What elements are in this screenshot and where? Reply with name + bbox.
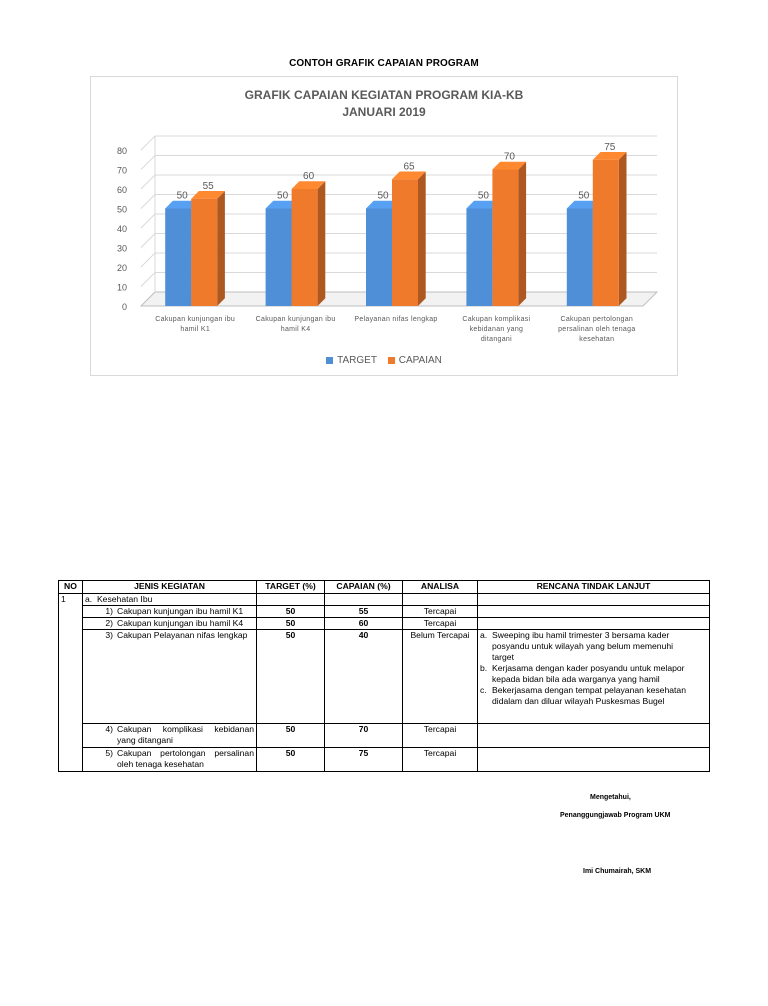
cell-analisa: Tercapai	[403, 748, 478, 772]
header-rencana: RENCANA TINDAK LANJUT	[478, 581, 710, 594]
data-label: 70	[503, 151, 515, 163]
bar-side	[217, 191, 225, 306]
data-label: 50	[277, 190, 289, 202]
y-tick-label: 40	[116, 224, 127, 234]
item-number: 2)	[105, 618, 113, 628]
bar-capaian	[191, 199, 217, 306]
header-jenis-kegiatan: JENIS KEGIATAN	[83, 581, 257, 594]
item-line: Cakupan komplikasi kebidanan	[117, 724, 254, 734]
plan-item	[480, 663, 707, 685]
cell-rencana	[478, 630, 710, 724]
bar-capaian	[392, 179, 418, 306]
cell-analisa: Tercapai	[403, 724, 478, 748]
cell-analisa: Belum Tercapai	[403, 630, 478, 724]
header-analisa: ANALISA	[403, 581, 478, 594]
gridline-side	[141, 214, 155, 228]
cell-kegiatan	[83, 606, 257, 618]
gridline-side	[141, 136, 155, 150]
section-marker: a.	[85, 594, 93, 604]
item-number: 3)	[105, 630, 113, 640]
item-number: 5)	[105, 748, 113, 758]
data-label: 55	[202, 180, 214, 192]
plan-list	[480, 630, 707, 707]
x-tick-label: Cakupan kunjungan ibu	[155, 316, 236, 323]
cell-empty	[257, 594, 325, 606]
chart-title: GRAFIK CAPAIAN KEGIATAN PROGRAM KIA-KB	[244, 88, 524, 102]
plan-line: didalam dan diluar wilayah Puskesmas Bugel	[492, 696, 665, 706]
cell-kegiatan	[83, 748, 257, 772]
plan-line: Kerjasama dengan kader posyandu untuk melapor	[492, 663, 685, 673]
legend-swatch-target	[326, 357, 333, 364]
plan-line: kepada bidan bila ada warganya yang hamil	[492, 674, 660, 684]
item-line: Cakupan pertolongan persalinan	[117, 748, 254, 758]
cell-rencana	[478, 618, 710, 630]
chart-plot	[91, 77, 677, 375]
legend-item-target	[326, 355, 377, 366]
gridline-side	[141, 175, 155, 189]
gridline-side	[141, 234, 155, 248]
legend-label-target: TARGET	[337, 355, 377, 366]
gridline-side	[141, 253, 155, 267]
cell-no: 1	[59, 594, 83, 772]
bar-side	[619, 152, 627, 306]
cell-capaian: 55	[325, 606, 403, 618]
item-line: oleh tenaga kesehatan	[117, 759, 204, 769]
bar-chart	[90, 76, 678, 376]
cell-kegiatan	[83, 618, 257, 630]
item-number: 4)	[105, 724, 113, 734]
signature-name: Imi Chumairah, SKM	[583, 868, 652, 875]
cell-target: 50	[257, 724, 325, 748]
bar-target	[466, 209, 492, 307]
cell-kegiatan	[83, 724, 257, 748]
y-tick-label: 20	[116, 263, 127, 273]
cell-target: 50	[257, 630, 325, 724]
section-label: Kesehatan Ibu	[96, 594, 153, 604]
cell-empty	[478, 594, 710, 606]
cell-rencana	[478, 606, 710, 618]
legend-item-capaian	[388, 355, 442, 366]
cell-rencana	[478, 748, 710, 772]
table-row	[59, 618, 710, 630]
legend-swatch-capaian	[388, 357, 395, 364]
chart-subtitle: JANUARI 2019	[342, 105, 426, 119]
item-text: Cakupan kunjungan ibu hamil K4	[117, 618, 244, 628]
cell-target: 50	[257, 618, 325, 630]
program-table	[58, 580, 710, 772]
gridline-side	[141, 156, 155, 170]
item-number: 1)	[105, 606, 113, 616]
cell-section	[83, 594, 257, 606]
chart-legend	[91, 355, 677, 367]
y-tick-label: 10	[116, 282, 127, 293]
data-label: 50	[176, 190, 188, 202]
x-tick-label: kesehatan	[579, 336, 615, 343]
data-label: 75	[604, 141, 616, 153]
cell-capaian: 70	[325, 724, 403, 748]
signature-acknowledged: Mengetahui,	[590, 794, 631, 801]
x-tick-label: hamil K1	[180, 326, 211, 333]
plan-item	[480, 685, 707, 707]
header-capaian: CAPAIAN (%)	[325, 581, 403, 594]
cell-capaian: 60	[325, 618, 403, 630]
plan-item	[480, 630, 707, 663]
header-target: TARGET (%)	[257, 581, 325, 594]
header-no: NO	[59, 581, 83, 594]
table-row	[59, 630, 710, 724]
bar-side	[318, 181, 326, 306]
bar-capaian	[492, 170, 518, 307]
bar-target	[266, 209, 292, 307]
item-line: yang ditangani	[117, 735, 173, 745]
x-tick-label: ditangani	[480, 336, 512, 343]
data-label: 50	[578, 190, 590, 202]
document-title: CONTOH GRAFIK CAPAIAN PROGRAM	[289, 58, 479, 69]
plan-marker: b.	[480, 663, 488, 673]
table-row	[59, 606, 710, 618]
cell-empty	[325, 594, 403, 606]
bar-capaian	[593, 160, 619, 306]
plan-line: posyandu untuk wilayah yang belum memenuhi	[492, 641, 674, 651]
y-tick-label: 0	[121, 302, 127, 312]
y-tick-label: 80	[116, 146, 127, 156]
plan-line: Sweeping ibu hamil trimester 3 bersama kader	[492, 630, 670, 640]
plan-text	[492, 630, 673, 663]
y-tick-label: 50	[116, 204, 127, 215]
table-row	[59, 594, 710, 606]
data-label: 50	[377, 190, 389, 202]
plan-line: Bekerjasama dengan tempat pelayanan kesehatan	[492, 685, 686, 695]
x-tick-label: Cakupan pertolongan	[560, 316, 634, 323]
bar-side	[518, 162, 526, 306]
item-text: Cakupan kunjungan ibu hamil K1	[117, 606, 244, 616]
gridline-side	[141, 195, 155, 209]
bar-capaian	[292, 189, 318, 306]
data-label: 60	[303, 171, 315, 182]
gridline-side	[141, 273, 155, 287]
x-tick-label: Pelayanan nifas lengkap	[354, 316, 438, 323]
plan-text	[492, 685, 686, 707]
cell-capaian: 75	[325, 748, 403, 772]
y-tick-label: 30	[116, 243, 127, 254]
x-tick-label: Cakupan kunjungan ibu	[255, 316, 336, 323]
cell-target: 50	[257, 606, 325, 618]
bar-target	[165, 209, 191, 307]
plan-marker: a.	[480, 630, 488, 640]
cell-kegiatan	[83, 630, 257, 724]
table-row	[59, 724, 710, 748]
bar-target	[567, 209, 593, 307]
plan-text	[492, 663, 685, 685]
data-label: 65	[403, 161, 415, 173]
cell-analisa: Tercapai	[403, 618, 478, 630]
item-text: Cakupan Pelayanan nifas lengkap	[117, 630, 248, 640]
item-text	[117, 724, 254, 746]
x-tick-label: kebidanan yang	[469, 326, 524, 333]
x-tick-label: persalinan oleh tenaga	[558, 326, 636, 333]
y-tick-label: 70	[116, 165, 127, 176]
signature-role: Penanggungjawab Program UKM	[560, 812, 671, 819]
bar-target	[366, 209, 392, 307]
cell-empty	[403, 594, 478, 606]
table-row	[59, 748, 710, 772]
y-tick-label: 60	[116, 185, 127, 195]
plan-line: target	[492, 652, 514, 662]
table-header-row	[59, 581, 710, 594]
item-text	[117, 748, 254, 770]
cell-analisa: Tercapai	[403, 606, 478, 618]
cell-target: 50	[257, 748, 325, 772]
x-tick-label: Cakupan komplikasi	[462, 316, 531, 323]
cell-rencana	[478, 724, 710, 748]
x-tick-label: hamil K4	[280, 326, 311, 333]
bar-side	[418, 172, 426, 306]
legend-label-capaian: CAPAIAN	[398, 355, 442, 366]
plan-marker: c.	[480, 685, 487, 695]
data-label: 50	[477, 190, 489, 202]
cell-capaian: 40	[325, 630, 403, 724]
